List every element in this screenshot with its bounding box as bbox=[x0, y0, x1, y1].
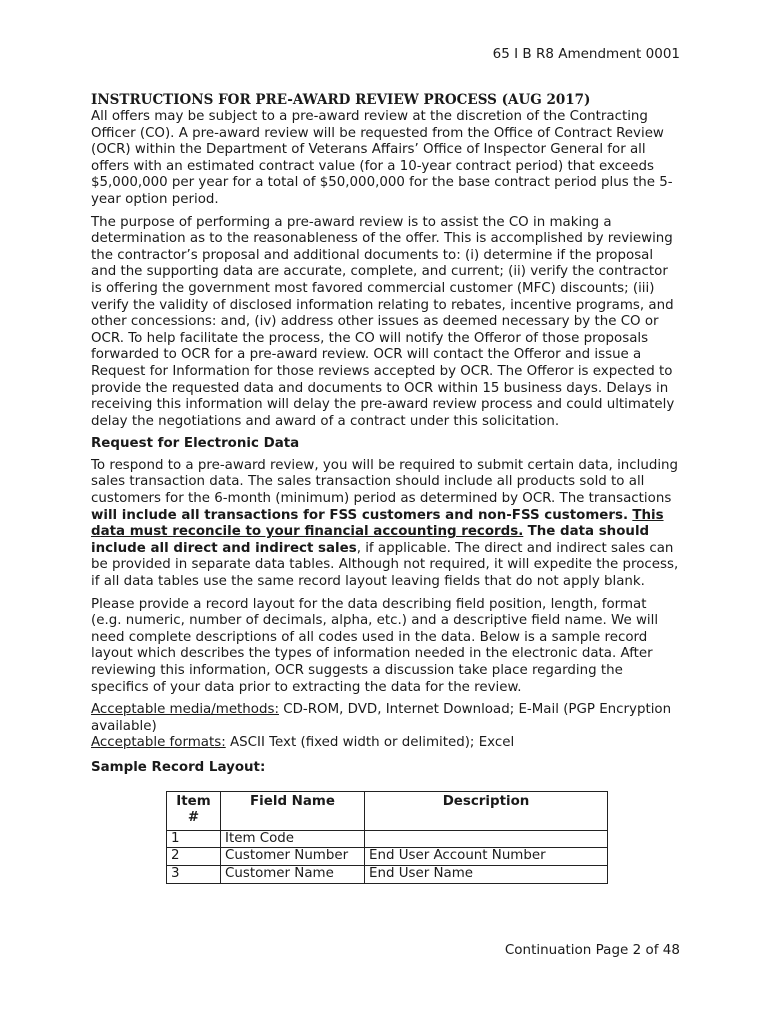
table-header-row bbox=[167, 791, 608, 830]
paragraph-record-layout: Please provide a record layout for the data describing field position, length, format (e.g. numeric, number of decimals, alpha, etc.) and a descriptive field name. We will need complete descriptions of all codes used in the data. Below is a sample record layout which describes the types of information needed in the electronic data. After reviewing this information, OCR suggests a discussion take place regarding the specifics of your data prior to extracting the data for the review. bbox=[91, 596, 659, 695]
table-cell: End User Name bbox=[365, 865, 608, 883]
acceptable-media-label: Acceptable media/methods: bbox=[91, 702, 279, 718]
table-cell: Customer Number bbox=[221, 848, 365, 866]
table-row bbox=[167, 848, 608, 866]
acceptable-media-line bbox=[91, 702, 681, 735]
section-heading-sample-layout: Sample Record Layout: bbox=[91, 759, 266, 775]
sample-record-table bbox=[166, 791, 608, 884]
table-cell bbox=[365, 830, 608, 848]
document-body bbox=[91, 92, 681, 884]
table-cell: Customer Name bbox=[221, 865, 365, 883]
bold-text: The data should include all direct and indirect sales bbox=[91, 524, 650, 556]
text-run: , if applicable. The direct and indirect sales can be provided in separate data tables. Although not required, it will expedite the process, if all data tables use the same record layout leaving fields that do not apply blank. bbox=[91, 540, 679, 590]
document-reference: 65 I B R8 Amendment 0001 bbox=[492, 46, 680, 62]
acceptable-formats-value: ASCII Text (fixed width or delimited); Excel bbox=[225, 735, 515, 751]
table-cell: 1 bbox=[167, 830, 221, 848]
table-cell: 3 bbox=[167, 865, 221, 883]
bold-text: will include all transactions for FSS customers and non-FSS customers. bbox=[91, 507, 629, 523]
paragraph-intro: All offers may be subject to a pre-award review at the discretion of the Contracting Officer (CO). A pre-award review will be requested from the Office of Contract Review (OCR) within the Department of Veterans Affairs’ Office of Inspector General for all offers with an estimated contract value (for a 10-year contract period) that exceeds $5,000,000 per year for a total of $50,000,000 for the base contract period plus the 5-year option period. bbox=[91, 109, 673, 207]
document-title: INSTRUCTIONS FOR PRE-AWARD REVIEW PROCESS (AUG 2017) bbox=[91, 92, 591, 108]
column-header-field-name: Field Name bbox=[221, 791, 365, 830]
column-header-description: Description bbox=[365, 791, 608, 830]
paragraph-purpose: The purpose of performing a pre-award review is to assist the CO in making a determination as to the reasonableness of the offer. This is accomplished by reviewing the contractor’s proposal and additional documents to: (i) determine if the proposal and the supporting data are accurate, complete, and current; (ii) verify the contractor is offering the government most favored commercial customer (MFC) discounts; (iii) verify the validity of disclosed information relating to rebates, incentive programs, and other concessions: and, (iv) address other issues as deemed necessary by the CO or OCR. To help facilitate the process, the CO will notify the Offeror of those proposals forwarded to OCR for a pre-award review. OCR will contact the Offeror and issue a Request for Information for those reviews accepted by OCR. The Offeror is expected to provide the requested data and documents to OCR within 15 business days. Delays in receiving this information will delay the pre-award review process and could ultimately delay the negotiations and award of a contract under this solicitation. bbox=[91, 214, 675, 429]
table-cell: 2 bbox=[167, 848, 221, 866]
column-header-item: Item # bbox=[167, 791, 221, 830]
table-cell: Item Code bbox=[221, 830, 365, 848]
page-number: Continuation Page 2 of 48 bbox=[504, 942, 680, 958]
acceptable-formats-line bbox=[91, 735, 681, 752]
table-cell: End User Account Number bbox=[365, 848, 608, 866]
text-run: To respond to a pre-award review, you will be required to submit certain data, including sales transaction data. The sales transaction should include all products sold to all customers for the 6-month (minimum) period as determined by OCR. The transactions bbox=[91, 457, 679, 507]
acceptable-formats-label: Acceptable formats: bbox=[91, 735, 226, 751]
bold-underlined-text: This data must reconcile to your financial accounting records. bbox=[91, 507, 664, 540]
section-heading-electronic-data: Request for Electronic Data bbox=[91, 436, 300, 452]
paragraph-electronic-data bbox=[91, 458, 681, 591]
table-row bbox=[167, 830, 608, 848]
acceptable-media-value: CD-ROM, DVD, Internet Download; E-Mail (PGP Encryption available) bbox=[91, 702, 672, 734]
table-row bbox=[167, 865, 608, 883]
